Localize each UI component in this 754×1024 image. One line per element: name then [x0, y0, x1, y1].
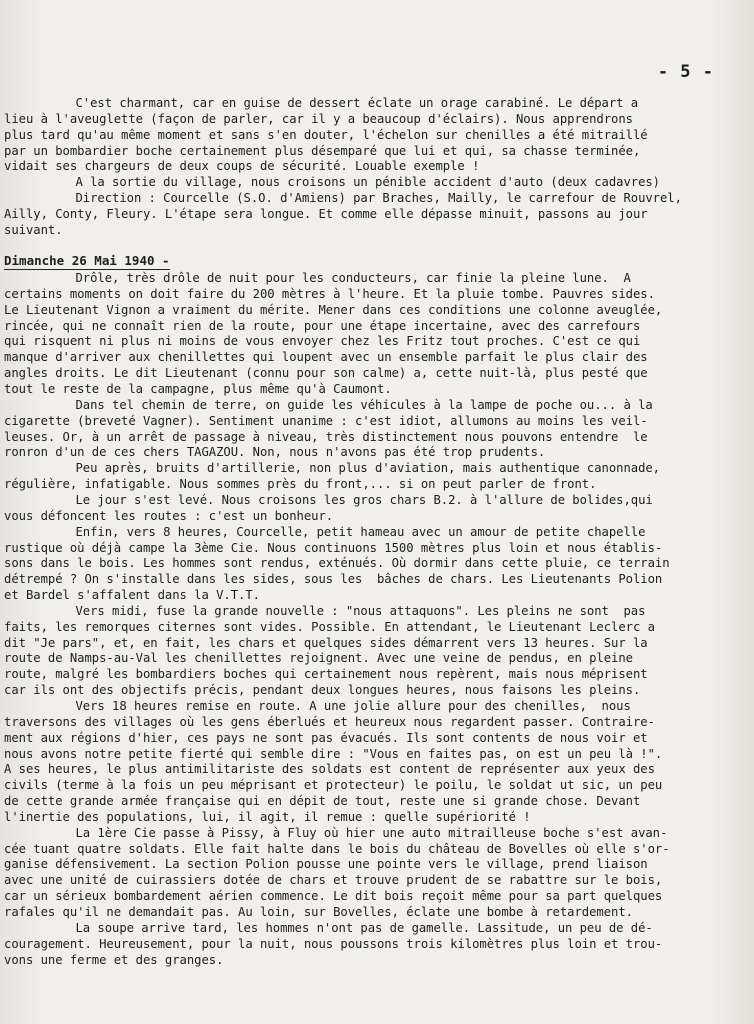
text-line: par un bombardier boche certainement plus désemparé que lui et qui, sa chasse terminée, — [4, 142, 641, 158]
text-line: régulière, infatigable. Nous sommes près du front,... si on peut parler de front. — [4, 476, 597, 491]
text-line: faits, les remorques citernes sont vides. Possible. En attendant, le Lieutenant Leclerc a — [4, 618, 655, 634]
text-line: ment aux régions d'hier, ces pays ne sont pas évacués. Ils sont contents de nous voir et — [4, 729, 648, 745]
text-line: vous défoncent les routes : c'est un bonheur. — [4, 507, 334, 523]
text-line: A ses heures, le plus antimilitariste des soldats est content de représenter aux yeux des — [4, 761, 655, 777]
text-line: La soupe arrive tard, les hommes n'ont pas de gamelle. Lassitude, un peu de dé- — [75, 919, 653, 935]
text-line: vidait ses chargeurs de deux coups de sécurité. Louable exemple ! — [4, 158, 480, 174]
text-line: tout le reste de la campagne, plus même qu'à Caumont. — [4, 380, 392, 396]
text-line: couragement. Heureusement, pour la nuit, nous poussons trois kilomètres plus loin et trou- — [4, 935, 663, 951]
text-line: Vers 18 heures remise en route. A une jolie allure pour des chenilles, nous — [75, 698, 631, 713]
text-line: C'est charmant, car en guise de dessert éclate un orage carabiné. Le départ a — [75, 95, 639, 110]
text-line: suivant. — [4, 221, 63, 237]
text-line: Dans tel chemin de terre, on guide les véhicules à la lampe de poche ou... à la — [75, 396, 653, 412]
date-heading: Dimanche 26 Mai 1940 - — [4, 253, 170, 268]
text-line: Ailly, Conty, Fleury. L'étape sera longue. Et comme elle dépasse minuit, passons au jour — [4, 205, 648, 221]
text-line: qui risquent ni plus ni moins de vous envoyer chez les Fritz tout proches. C'est ce qui — [4, 333, 641, 349]
text-line: et Bardel s'affalent dans la V.T.T. — [4, 587, 260, 602]
text-line: vons une ferme et des granges. — [4, 951, 224, 967]
text-line: La 1ère Cie passe à Pissy, à Fluy où hier une auto mitrailleuse boche s'est avan- — [75, 824, 668, 840]
text-line: Peu après, bruits d'artillerie, non plus d'aviation, mais authentique canonnade, — [75, 460, 660, 476]
text-line: route de Namps-au-Val les chenillettes rejoignent. Avec une veine de pendus, en pleine — [4, 650, 633, 666]
text-line: traversons des villages où les gens éberlués et heureux nous regardent passer. Contraire- — [4, 713, 655, 729]
text-line: nous avons notre petite fierté qui semble dire : "Vous en faites pas, on est un peu là !". — [4, 745, 663, 761]
text-line: Le Lieutenant Vignon a vraiment du mérite. Mener dans ces conditions une colonne aveuglée, — [4, 301, 663, 317]
text-line: leuses. Or, à un arrêt de passage à niveau, très distinctement nous pouvons entendre le — [4, 428, 648, 444]
text-line: ganise défensivement. La section Polion pousse une pointe vers le village, prend liaison — [4, 856, 648, 872]
text-line: car ils ont des objectifs précis, pendant deux longues heures, nous faisons les pleins. — [4, 682, 641, 698]
text-line: route, malgré les bombardiers boches qui certainement nous repèrent, mais nous méprisent — [4, 666, 648, 682]
text-line: angles droits. Le dit Lieutenant (connu pour son calme) a, cette nuit-là, plus pesté que — [4, 365, 648, 381]
text-line: civils (terme à la fois un peu méprisant et protecteur) le poilu, le soldat ut sic, un peu — [4, 777, 663, 793]
text-line: Enfin, vers 8 heures, Courcelle, petit hameau avec un amour de petite chapelle — [75, 523, 646, 539]
page-number: - 5 - — [657, 62, 714, 82]
text-line: plus tard qu'au même moment et sans s'en douter, l'échelon sur chenilles a été mitraillé — [4, 126, 648, 142]
text-line: Le jour s'est levé. Nous croisons les gros chars B.2. à l'allure de bolides,qui — [75, 491, 653, 507]
text-line: Drôle, très drôle de nuit pour les conducteurs, car finie la pleine lune. A — [75, 270, 631, 285]
text-line: cée tuant quatre soldats. Elle fait halte dans le bois du château de Bovelles où elle s'or- — [4, 840, 670, 856]
text-line: rafales qu'il ne demandait pas. Au loin, sur Bovelles, éclate une bombe à retardement. — [4, 904, 633, 919]
text-line: car un sérieux bombardement aérien commence. Le dit bois reçoit même pour sa part quelques — [4, 888, 663, 904]
text-line: lieu à l'aveuglette (façon de parler, car il y a beaucoup d'éclairs). Nous apprendrons — [4, 110, 633, 126]
text-line: détrempé ? On s'installe dans les sides, sous les bâches de chars. Les Lieutenants Polion — [4, 571, 663, 587]
text-line: avec une unité de cuirassiers dotée de chars et trouve prudent de se rabattre sur le bois, — [4, 872, 663, 888]
text-line: Direction : Courcelle (S.O. d'Amiens) par Braches, Mailly, le carrefour de Rouvrel, — [75, 190, 682, 206]
text-line: certains moments on doit faire du 200 mètres à l'heure. Et la pluie tombe. Pauvres sides. — [4, 285, 655, 301]
text-line: A la sortie du village, nous croisons un pénible accident d'auto (deux cadavres) — [75, 174, 660, 190]
text-line: sons dans le bois. Les hommes sont rendus, exténués. Où dormir dans cette pluie, ce terrain — [4, 555, 670, 571]
text-line: Vers midi, fuse la grande nouvelle : "nous attaquons". Les pleins ne sont pas — [75, 602, 646, 618]
text-line: rustique où déjà campe la 3ème Cie. Nous continuons 1500 mètres plus loin et nous établis- — [4, 539, 663, 555]
text-line: cigarette (breveté Vagner). Sentiment unanime : c'est idiot, allumons au moins les veil- — [4, 412, 648, 428]
text-line: rincée, qui ne connaît rien de la route, pour une étape incertaine, avec des carrefours — [4, 317, 641, 333]
text-line: de cette grande armée française qui en dépit de tout, reste une si grande chose. Devant — [4, 793, 641, 808]
text-line: l'inertie des populations, lui, il agit, il remue : quelle supériorité ! — [4, 808, 531, 824]
text-line: ronron d'un de ces chers TAGAZOU. Non, nous n'avons pas été trop prudents. — [4, 444, 546, 460]
text-line: manque d'arriver aux chenillettes qui loupent avec un ensemble parfait le plus clair des — [4, 349, 648, 365]
text-line: dit "Je pars", et, en fait, les chars et quelques sides démarrent vers 13 heures. Sur la — [4, 634, 648, 650]
